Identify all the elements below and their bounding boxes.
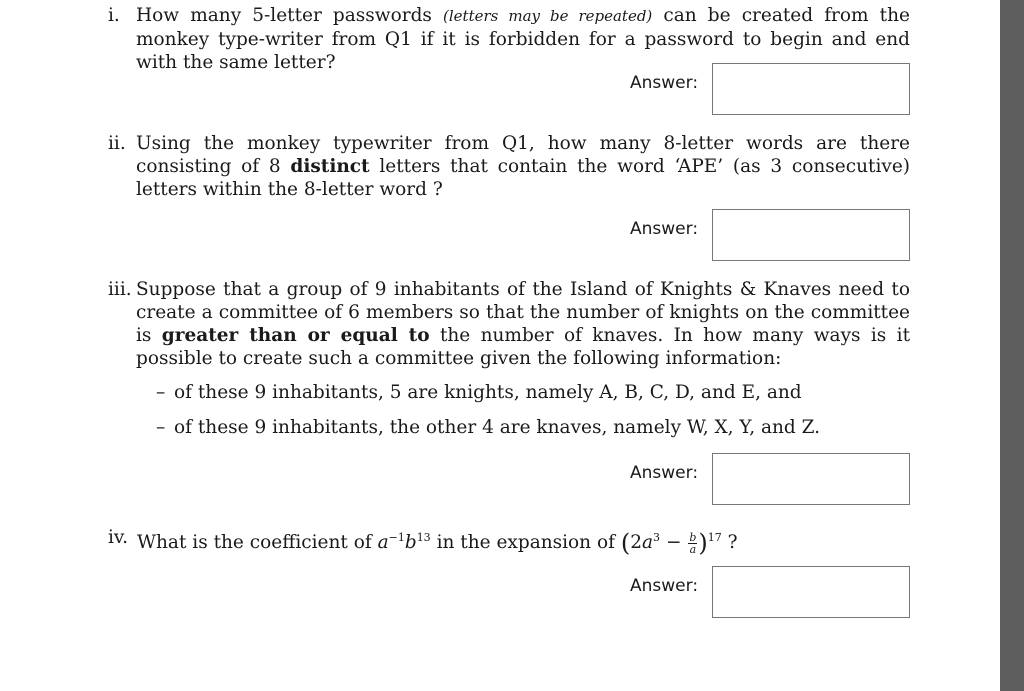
question-number: iv. xyxy=(108,527,129,548)
answer-label: Answer: xyxy=(630,219,699,239)
question-number: ii. xyxy=(108,133,126,154)
answer-box-2[interactable] xyxy=(712,209,910,261)
bullet-text: of these 9 inhabitants, 5 are knights, namely A, B, C, D, and E, and xyxy=(174,382,802,403)
question-emphasis: greater than or equal to xyxy=(161,325,430,346)
fraction-denominator: a xyxy=(689,542,697,556)
answer-box-4[interactable] xyxy=(712,566,910,618)
question-emphasis: distinct xyxy=(290,156,370,177)
fraction-numerator: b xyxy=(689,530,697,544)
answer-label: Answer: xyxy=(630,463,699,483)
question-2 xyxy=(108,132,910,201)
bullet-dash: – xyxy=(156,382,166,403)
question-text-part: What is the coefficient of xyxy=(137,532,372,554)
open-paren: ( xyxy=(620,529,631,558)
answer-box-3[interactable] xyxy=(712,453,910,505)
math-variable: b xyxy=(404,532,417,554)
answer-label: Answer: xyxy=(630,576,699,596)
math-operator: − xyxy=(665,532,682,554)
bullet-text: of these 9 inhabitants, the other 4 are knaves, namely W, X, Y, and Z. xyxy=(174,417,821,438)
question-text-part: letters that contain the word ‘APE’ (as 3 consecutive) letters within the 8-letter word ? xyxy=(136,156,910,200)
math-variable: a xyxy=(642,532,654,554)
answer-box-1[interactable] xyxy=(712,63,910,115)
math-fraction xyxy=(688,532,697,555)
question-text-part: in the expansion of xyxy=(436,532,615,554)
bullet-dash: – xyxy=(156,417,166,438)
question-text-part: How many 5-letter passwords xyxy=(136,5,432,26)
question-text-part: Using the monkey typewriter from Q1, how many 8-letter words are there consisting of 8 xyxy=(136,133,910,177)
math-exponent: 3 xyxy=(653,531,661,544)
scrollbar[interactable] xyxy=(1000,0,1024,691)
answer-label: Answer: xyxy=(630,73,699,93)
question-text-part: the number of knaves. In how many ways is it possible to create such a committee given the following information: xyxy=(136,325,911,369)
math-exponent: 13 xyxy=(416,531,431,544)
math-exponent: −1 xyxy=(388,531,405,544)
question-text xyxy=(136,132,910,201)
bullet-item xyxy=(156,381,910,404)
question-number: i. xyxy=(108,5,120,26)
math-expression xyxy=(620,529,722,558)
question-text-part: Suppose that a group of 9 inhabitants of the Island of Knights & Knaves need to create a committee of 6 members so that the number of knights on the committee is xyxy=(136,279,910,346)
question-note: (letters may be repeated) xyxy=(443,7,653,25)
question-text-part: can be created from the monkey type-writer from Q1 if it is forbidden for a password to begin and end with the same letter? xyxy=(136,5,910,73)
question-number: iii. xyxy=(108,279,132,300)
question-4 xyxy=(108,526,910,558)
bullet-item xyxy=(156,416,910,439)
math-coefficient: 2 xyxy=(630,532,643,554)
question-mark: ? xyxy=(727,532,738,554)
question-text xyxy=(136,278,910,439)
question-text xyxy=(137,526,910,558)
math-exponent: 17 xyxy=(707,531,722,544)
close-paren: ) xyxy=(698,529,708,558)
question-3 xyxy=(108,278,910,439)
math-variable: a xyxy=(377,532,389,554)
